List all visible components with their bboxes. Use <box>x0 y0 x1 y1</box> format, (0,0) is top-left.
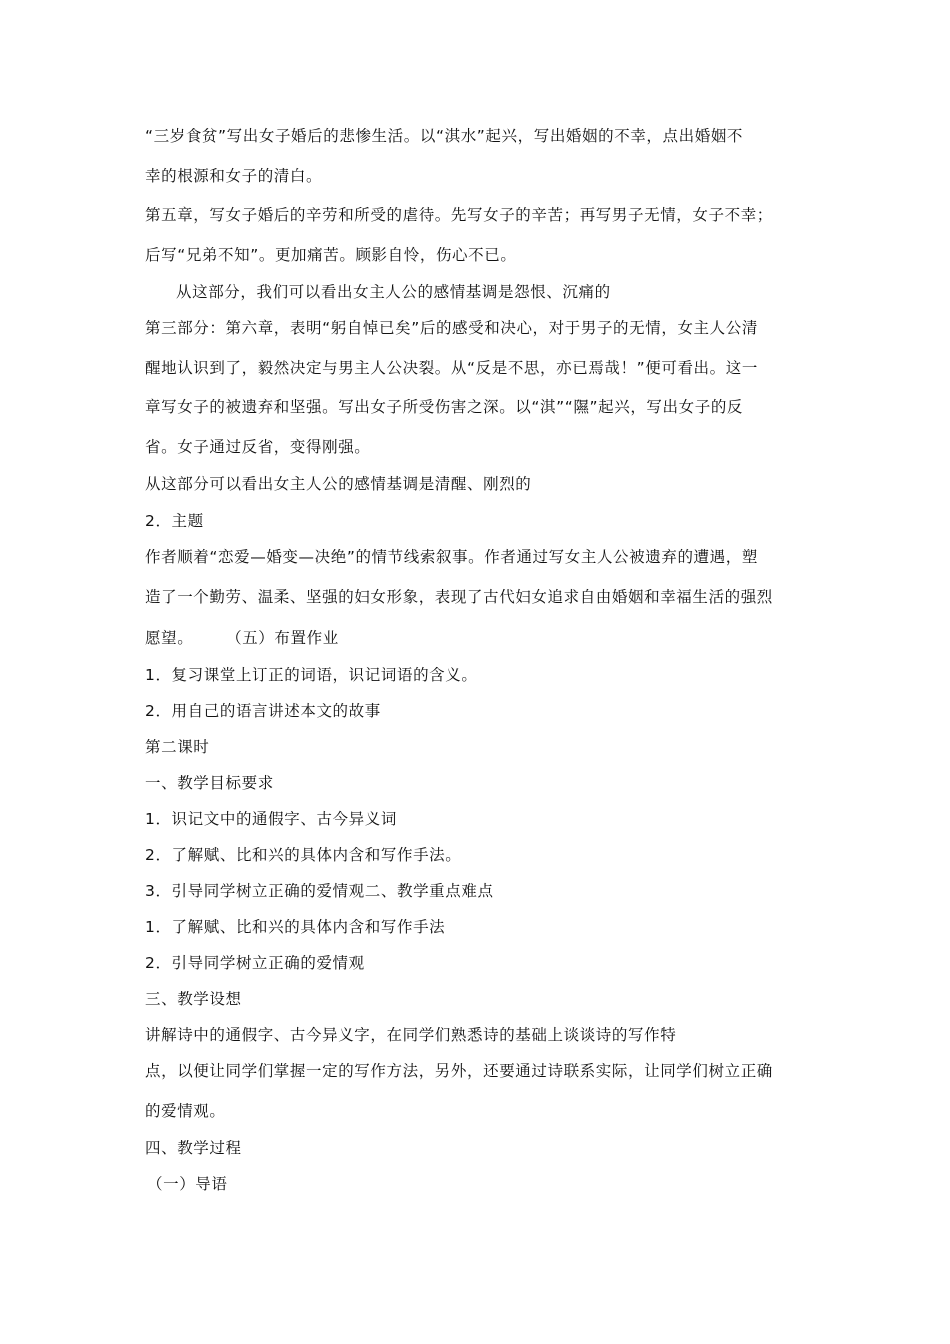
text-line: “三岁食贫”写出女子婚后的悲惨生活。以“淇水”起兴，写出婚姻的不幸，点出婚姻不 <box>145 127 744 145</box>
list-item: 1．识记文中的通假字、古今异义词 <box>145 810 397 828</box>
text-line: 点，以便让同学们掌握一定的写作方法，另外，还要通过诗联系实际，让同学们树立正确 <box>145 1062 773 1080</box>
text-line: 幸的根源和女子的清白。 <box>145 167 323 185</box>
section-heading: 一、教学目标要求 <box>145 774 274 792</box>
text-line: 从这部分，我们可以看出女主人公的感情基调是怨恨、沉痛的 <box>176 283 611 301</box>
list-item: 2．引导同学树立正确的爱情观 <box>145 954 365 972</box>
text-line: 后写“兄弟不知”。更加痛苦。顾影自怜，伤心不已。 <box>145 246 517 264</box>
section-heading: 第二课时 <box>145 738 210 756</box>
text-line: 章写女子的被遗弃和坚强。写出女子所受伤害之深。以“淇”“隰”起兴，写出女子的反 <box>145 398 744 416</box>
list-item: 2．用自己的语言讲述本文的故事 <box>145 702 381 720</box>
section-heading: （一）导语 <box>147 1175 228 1193</box>
list-item: 1．了解赋、比和兴的具体内含和写作手法 <box>145 918 446 936</box>
text-line: 省。女子通过反省，变得刚强。 <box>145 438 371 456</box>
text-line: 的爱情观。 <box>145 1102 226 1120</box>
section-heading: 三、教学设想 <box>145 990 242 1008</box>
list-item: 3．引导同学树立正确的爱情观二、教学重点难点 <box>145 882 494 900</box>
list-item: 1．复习课堂上订正的词语，识记词语的含义。 <box>145 666 478 684</box>
text-line: 愿望。 （五）布置作业 <box>145 629 339 647</box>
text-line: 第五章，写女子婚后的辛劳和所受的虐待。先写女子的辛苦；再写男子无情，女子不幸； <box>145 206 773 224</box>
section-heading: 2．主题 <box>145 512 204 530</box>
text-line: 作者顺着“恋爱—婚变—决绝”的情节线索叙事。作者通过写女主人公被遗弃的遭遇，塑 <box>145 548 758 566</box>
text-line: 造了一个勤劳、温柔、坚强的妇女形象，表现了古代妇女追求自由婚姻和幸福生活的强烈 <box>145 588 773 606</box>
text-line: 讲解诗中的通假字、古今异义字，在同学们熟悉诗的基础上谈谈诗的写作特 <box>145 1026 677 1044</box>
text-line: 从这部分可以看出女主人公的感情基调是清醒、刚烈的 <box>145 475 532 493</box>
section-heading: 四、教学过程 <box>145 1139 242 1157</box>
list-item: 2．了解赋、比和兴的具体内含和写作手法。 <box>145 846 462 864</box>
text-line: 第三部分：第六章，表明“躬自悼已矣”后的感受和决心，对于男子的无情，女主人公清 <box>145 319 758 337</box>
text-line: 醒地认识到了，毅然决定与男主人公决裂。从“反是不思，亦已焉哉！”便可看出。这一 <box>145 359 758 377</box>
